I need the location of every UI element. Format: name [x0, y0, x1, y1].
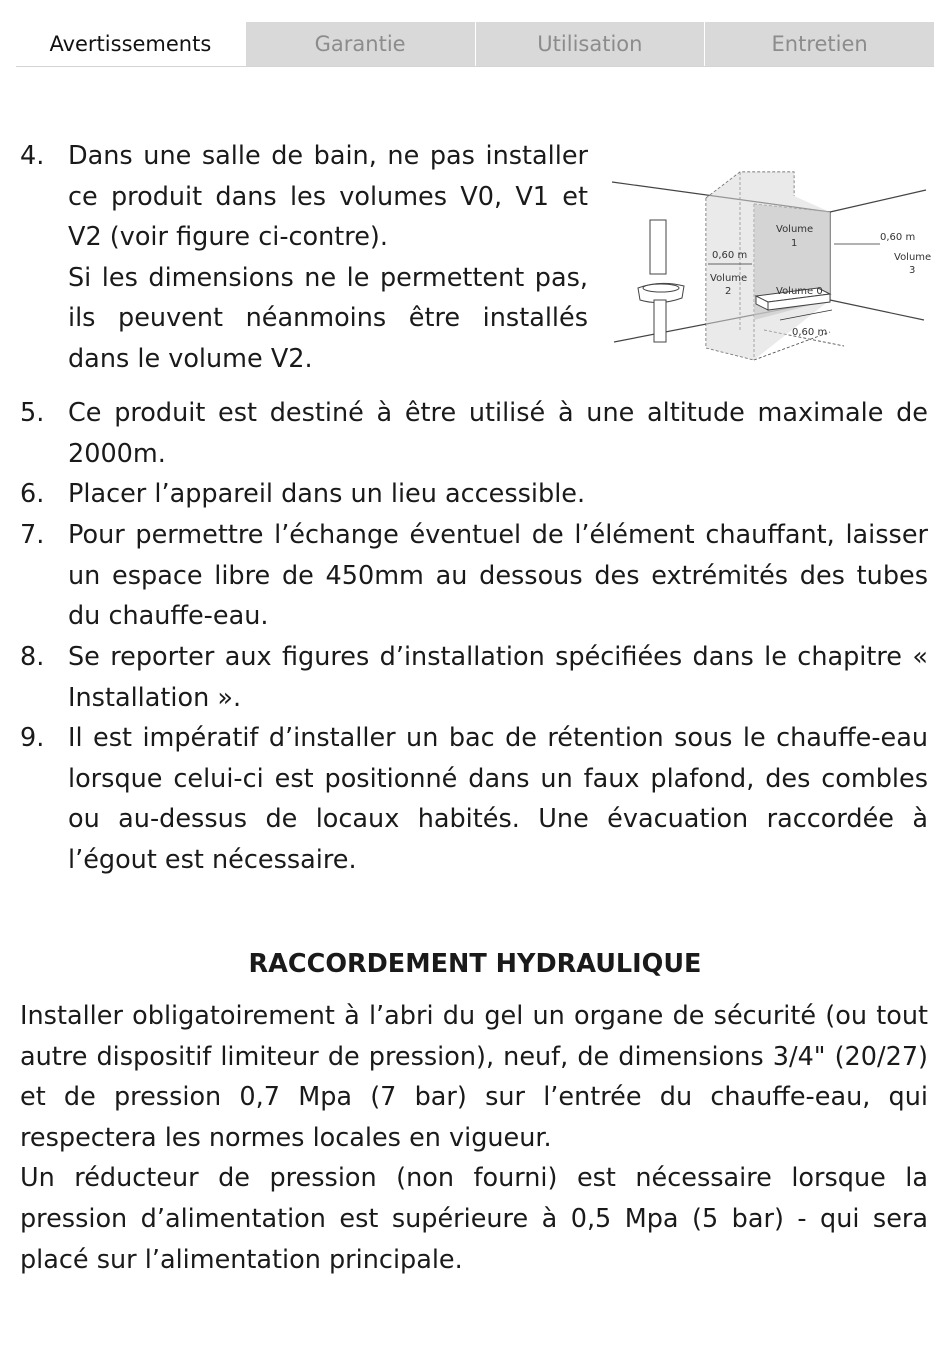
- item-number: 7.: [20, 520, 45, 550]
- volume1-label-line1: Volume: [776, 224, 814, 235]
- volume0-label: Volume 0: [776, 286, 823, 297]
- item-text: Ce produit est destiné à être utilisé à une altitude maximale de 2000m.: [68, 398, 928, 469]
- item-number: 5.: [20, 398, 45, 428]
- item-number: 4.: [20, 141, 45, 171]
- volume3-label-line1: Volume: [894, 252, 932, 263]
- list-item-6: [20, 474, 928, 515]
- section-paragraph: Un réducteur de pression (non fourni) est nécessaire lorsque la pression d’alimentation est supérieure à 0,5 Mpa (5 bar) - qui sera placé sur l’alimentation principale.: [20, 1163, 928, 1275]
- section-body: [20, 996, 928, 1280]
- dimension-right-label: 0,60 m: [880, 232, 916, 243]
- section-heading: RACCORDEMENT HYDRAULIQUE: [248, 949, 702, 979]
- dimension-left-label: 0,60 m: [712, 250, 748, 261]
- tab-entretien[interactable]: Entretien: [704, 22, 934, 66]
- item-text: Se reporter aux figures d’installation spécifiées dans le chapitre « Installation ».: [68, 642, 928, 713]
- list-item-9: [20, 718, 928, 880]
- list-item-5: [20, 393, 928, 474]
- item-text: Placer l’appareil dans un lieu accessible.: [68, 479, 586, 509]
- volume2-label-line2: 2: [725, 286, 732, 297]
- volume1-label-line2: 1: [791, 238, 798, 249]
- list-item-8: [20, 637, 928, 718]
- item-text: Pour permettre l’échange éventuel de l’élément chauffant, laisser un espace libre de 450mm au dessous des extrémités des tubes du chauffe-eau.: [68, 520, 928, 632]
- bathroom-volumes-figure: [604, 160, 934, 372]
- tab-utilisation[interactable]: Utilisation: [475, 22, 705, 66]
- tab-bar: [16, 22, 934, 67]
- item-text-line: Si les dimensions ne le permettent pas, ils peuvent néanmoins être installés dans le volume V2.: [68, 262, 588, 374]
- list-item-4: [20, 136, 588, 380]
- section-paragraph: Installer obligatoirement à l’abri du gel un organe de sécurité (ou tout autre dispositif limiteur de pression), neuf, de dimensions 3/4" (20/27) et de pression 0,7 Mpa (7 bar) sur l’entrée du chauffe-eau, qui respectera les normes locales en vigueur.: [20, 1001, 928, 1153]
- tab-avertissements[interactable]: Avertissements: [16, 22, 245, 66]
- volume2-label-line1: Volume: [710, 273, 748, 284]
- item-number: 9.: [20, 723, 45, 753]
- bathroom-volumes-drawing: [604, 160, 934, 372]
- dimension-bottom-label: 0,60 m: [792, 327, 828, 338]
- item-text: Il est impératif d’installer un bac de rétention sous le chauffe-eau lorsque celui-ci est positionné dans un faux plafond, des combles ou au-dessus de locaux habités. Une évacuation raccordée à l’égout est nécessaire.: [68, 723, 928, 875]
- tab-garantie[interactable]: Garantie: [245, 22, 475, 66]
- item-number: 6.: [20, 479, 45, 509]
- list-item-7: [20, 515, 928, 637]
- item-text-line: Dans une salle de bain, ne pas installer ce produit dans les volumes V0, V1 et V2 (voir figure ci-contre).: [68, 141, 588, 253]
- volume3-label-line2: 3: [909, 265, 916, 276]
- item-number: 8.: [20, 642, 45, 672]
- item-text: [68, 136, 588, 380]
